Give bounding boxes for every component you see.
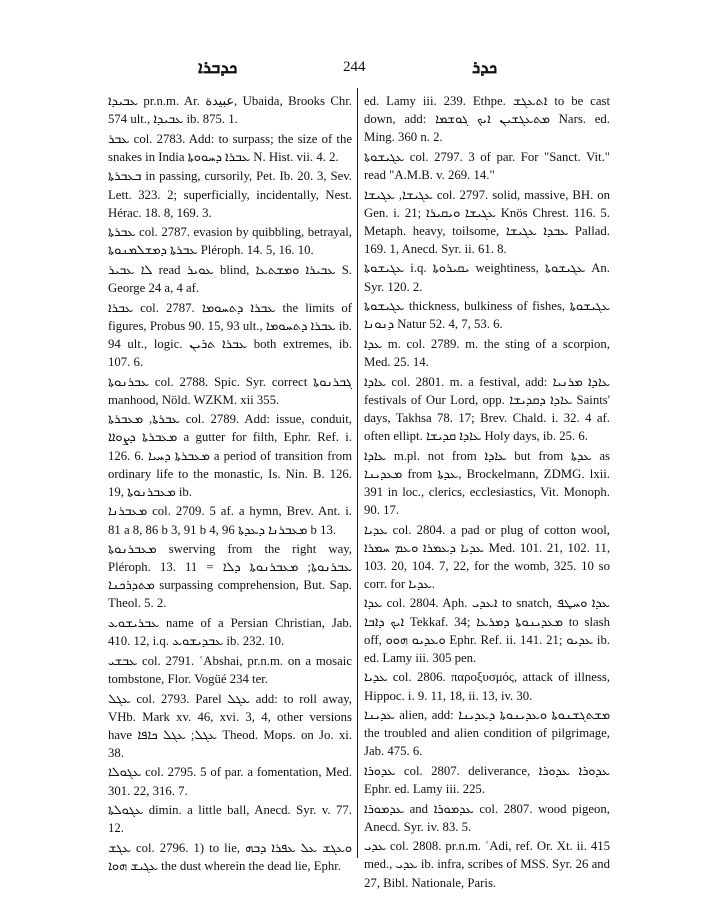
dictionary-entry: ed. Lamy iii. 239. Ethpe. ܐܬܥܓܫ to be cast down, add: ܡܬܥܓܫܝܢ ܐܝܟ ܓܘܫܡܐ Nars. ed. Ming. 360 n. 2. xyxy=(364,94,610,145)
page-number: 244 xyxy=(343,59,366,75)
dictionary-entry: ܡܥܒܪܢܘܬܐ swerving from the right way, Pléroph. 13. 11 = ܥܒܪܢܘܬܐ; ܡܥܒܪܢܘܬܐ ܕܠܐ ܡܬܕܪܟܢܐ surpassing comprehension, But. Sap. Theol. 5. 2. xyxy=(108,542,352,611)
running-head-left: ܟܕܒܪܐ xyxy=(198,58,238,78)
dictionary-entry: ܥܐܕܐ col. 2801. m. a festival, add: ܥܐܕܐ ܡܪܢܝܐ festivals of Our Lord, opp. ܥܐܕܐ ܕܩܕܝܫܐ Saints' days, Takhsa 78. 17; Brev. Chald. i. 32. 4 af. often ellipt. ܥܐܕܐ ܩܕܝܫܐ Holy days, ib. 25. 6. xyxy=(364,374,611,443)
dictionary-entry: ܡܥܒܪܢܐ col. 2709. 5 af. a hymn, Brev. Ant. i. 81 a 8, 86 b 3, 91 b 4, ܡܥܒܪܢܐ ܕܥܕܬܐ 96 b 13. xyxy=(108,504,352,537)
dictionary-entry: ܥܓܘܠܐ col. 2795. 5 of par. a fomentation, Med. 301. 22, 316. 7. xyxy=(108,765,352,798)
dictionary-entry: ܥܕܝܐ col. 2804. a pad or plug of cotton wool, ܥܕܝܐ ܕܥܡܪܐ ܘܥܡ ܚܡܪܐ Med. 101. 21, 102. 11, 103. 20, 104. 7, 22, for the womb, 325. 10 so corr. for ܥܕܝܐ. xyxy=(364,522,611,591)
dictionary-entry: ܥܒܪܬܐ col. 2787. evasion by quibbling, betrayal, ܥܒܪܬܐ ܕܡܫܠܡܢܘܬܐ Pléroph. 14. 5, 16. 10. xyxy=(108,225,352,258)
dictionary-entry: ܥܕܝܢܐ alien, add: ܡܫܬܓܫܢܘܬܐ ܘܥܕܝܢܘܬܐ ܕܥܕܝܢܐ the troubled and alien condition of pilgrimage, Jab. 475. 6. xyxy=(364,708,610,759)
dictionary-entry: ܥܓܝܫܘܬܐ col. 2797. 3 of par. For "Sanct. Vit." read "A.M.B. v. 269. 14." xyxy=(364,149,610,182)
dictionary-entry: ܒܥܒܪܬܐ in passing, cursorily, Pet. Ib. 20. 3, Sev. Lett. 323. 2; superficially, incidentally, Nest. Hérac. 18. 8, 169. 3. xyxy=(108,169,352,220)
dictionary-entry: ܥܒܪܢܘܬܐ col. 2788. Spic. Syr. correct ܓܒܪܢܘܬܐ manhood, Nöld. WZKM. xii 355. xyxy=(108,374,352,407)
dictionary-entry: ܥܐܕܐ m.pl. not from ܥܐܕܐ but from ܥܕܬܐ as ܡܥܕܝܢܐ from ܥܕܬܐ, Brockelmann, ZDMG. lxii. 391 in loc., clerics, ecclesiastics, Vit. Monoph. 90. 17. xyxy=(364,448,610,517)
dictionary-entry: ܥܓܠ col. 2793. Parel ܥܓܠ add: to roll away, VHb. Mark xv. 46, xvi. 3, 4, other versions have ܥܓܠ; ܥܓܠ ܟܐܦܐ Theod. Mops. on Jo. xi. 38. xyxy=(108,691,352,760)
running-head-right: ܟܕܪ xyxy=(472,58,498,78)
dictionary-entry: ܥܒܝܕܐ pr.n.m. Ar. عبيدة, Ubaida, Brooks Chr. 574 ult., ܥܒܝܕܐ ib. 875. 1. xyxy=(108,94,352,127)
dictionary-entry: ܥܕܘܪܐ col. 2807. deliverance, ܥܕܘܪܐ ܥܕܘܪܐ Ephr. ed. Lamy iii. 225. xyxy=(364,763,610,797)
dictionary-entry: ܥܓܝܫܘܬܐ thickness, bulkiness of fishes, ܥܓܝܫܘܬܐ ܕܢܘܢܐ Natur 52. 4, 7, 53. 6. xyxy=(364,299,610,332)
dictionary-entry: ܥܓܝܫܘܬܐ i.q. ܝܩܝܪܘܬܐ weightiness, ܥܓܝܫܘܬܐ An. Syr. 120. 2. xyxy=(364,261,610,294)
dictionary-entry: ܥܕܐ m. col. 2789. m. the sting of a scorpion, Med. 25. 14. xyxy=(364,336,610,370)
page-header xyxy=(0,58,714,80)
left-column xyxy=(108,92,352,877)
dictionary-entry: ܥܕܝ col. 2808. pr.n.m. ʿAdi, ref. Or. Xt. ii. 415 med., ܥܕܝ ib. infra, scribes of MSS. Syr. 26 and 27, Bibl. Nationale, Paris. xyxy=(364,839,611,890)
dictionary-entry: ܥܒܫܝ col. 2791. ʿAbshai, pr.n.m. on a mosaic tombstone, Flor. Vogüé 234 ter. xyxy=(108,653,352,686)
dictionary-entry: ܥܒܪܝܫܘܥ name of a Persian Christian, Jab. 410. 12, i.q. ܥܒܕܝܫܘܥ ib. 232. 10. xyxy=(108,616,352,649)
column-divider xyxy=(357,88,358,858)
dictionary-entry: ܥܓܫ col. 2796. 1) to lie, ܘܥܓܫ ܥܠ ܥܦܪܐ ܕܒܗ ܥܓܝܫ ܗܘܐ the dust wherein the dead lie, Ephr. xyxy=(108,840,352,873)
dictionary-entry: ܥܒܪܐ col. 2787. ܥܒܪܐ ܕܬܚܘܡܐ the limits of figures, Probus 90. 15, 93 ult., ܥܒܪܐ ܕܬܚܘܡܐ ib. 94 ult., logic. ܥܒܪܐ ܬܪܝܢ both extremes, ib. 107. 6. xyxy=(108,300,352,370)
dictionary-entry: ܥܒܪܬܐ, ܡܥܒܪܬܐ col. 2789. Add: issue, conduit, ܡܥܒܪܬܐ ܕܨܘܐܐ a gutter for filth, Ephr. Ref. i. 126. 6. ܡܥܒܪܬܐ ܕܚܝܐ a period of transition from ordinary life to the monastic, Is. Nin. B. 126. 19, ܡܥܒܪܢܘܬܐ ib. xyxy=(108,412,353,499)
dictionary-entry: ܠܐ ܥܒܝܪ read ܥܘܝܪ blind, ܥܒܝܪܐ ܘܡܫܬܥܐ S. George 24 a, 4 af. xyxy=(108,262,352,296)
dictionary-entry: ܥܒܪ col. 2783. Add: to surpass; the size of the snakes in India ܥܒܪܐ ܕܚܘܘܬܐ N. Hist. vii. 4. 2. xyxy=(108,131,352,164)
dictionary-entry: ܥܕܝܐ col. 2806. παροξυσμός, attack of illness, Hippoc. i. 9. 11, 18, ii. 13, iv. 30. xyxy=(364,670,610,703)
dictionary-entry: ܥܕܐ col. 2804. Aph. ܐܥܕܝ to snatch, ܥܕܐ ܘܚܛܦ ܐܝܟ ܕܐܒܐ Tekkaf. 34; ܡܥܕܝܢܘܬܐ ܕܡܪܥܐ to slash off, ܘܥܕܝܘ ܗܘܘ Ephr. Ref. ii. 141. 21; ܥܕܝܘ ib. ed. Lamy iii. 305 pen. xyxy=(364,596,611,665)
dictionary-entry: ܥܓܝܫܐ, ܥܓܝܫܐ col. 2797. solid, massive, BH. on Gen. i. 21; ܥܓܝܫܐ ܘܝܩܝܪܐ Knös Chrest. 116. 5. Metaph. heavy, toilsome, ܥܒܕܐ ܥܓܝܫܐ Pallad. 169. 1, Anecd. Syr. ii. 61. 8. xyxy=(364,187,610,256)
dictionary-entry: ܥܓܘܠܬܐ dimin. a little ball, Anecd. Syr. v. 77. 12. xyxy=(108,803,352,836)
right-column xyxy=(364,92,610,893)
dictionary-entry: ܥܕܡܘܪܐ and ܥܕܡܘܪܐ col. 2807. wood pigeon, Anecd. Syr. iv. 83. 5. xyxy=(364,801,610,834)
